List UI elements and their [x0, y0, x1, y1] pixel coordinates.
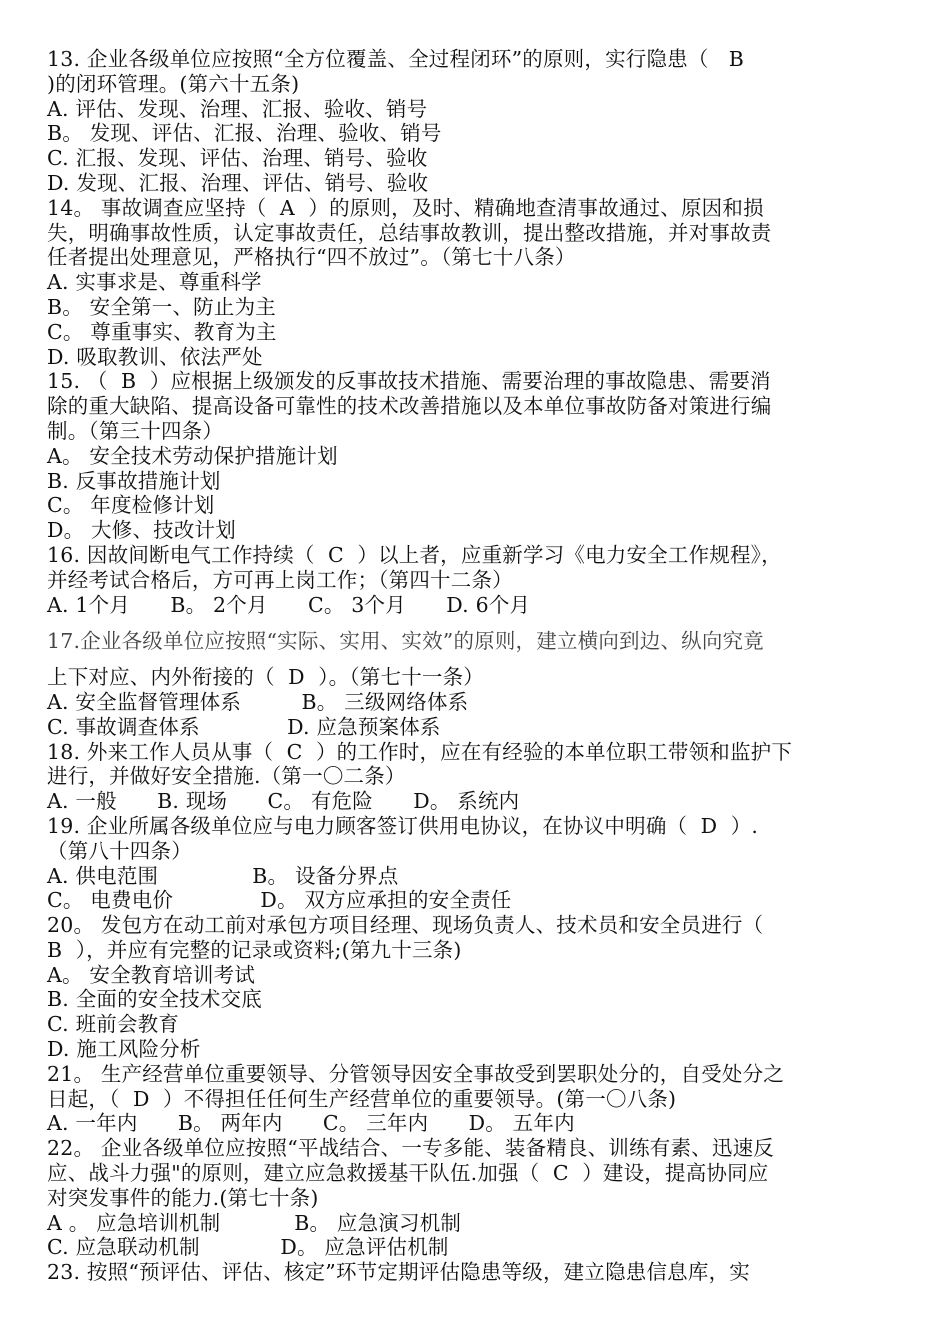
- q14-option-b: B。 安全第一、防止为主: [47, 294, 276, 319]
- q20-option-a: A。 安全教育培训考试: [47, 962, 256, 987]
- q19-line-1: 19. 企业所属各级单位应与电力顾客签订供用电协议，在协议中明确（ D ）.: [47, 813, 759, 838]
- q17-line-2: 上下对应、内外衔接的（ D ）。（第七十一条）: [47, 665, 485, 690]
- q21-options: A. 一年内 B。 两年内 C。 三年内 D。 五年内: [47, 1111, 575, 1136]
- q17-line-1: 17.企业各级单位应按照“实际、实用、实效”的原则，建立横向到边、纵向究竟: [47, 629, 764, 654]
- q21-line-1: 21。 生产经营单位重要领导、分管领导因安全事故受到罢职处分的，自受处分之: [47, 1061, 784, 1086]
- q15-option-d: D。 大修、技改计划: [47, 518, 236, 543]
- q13-option-d: D. 发现、汇报、治理、评估、销号、验收: [47, 170, 429, 195]
- q17-options-cd: C. 事故调查体系 D. 应急预案体系: [47, 714, 441, 739]
- q14-option-d: D. 吸取教训、依法严处: [47, 344, 263, 369]
- q17-options-ab: A. 安全监督管理体系 B。 三级网络体系: [47, 689, 469, 714]
- q14-option-c: C。 尊重事实、教育为主: [47, 319, 277, 344]
- q18-line-1: 18. 外来工作人员从事（ C ）的工作时，应在有经验的本单位职工带领和监护下: [47, 739, 793, 764]
- q22-options-ab: A 。 应急培训机制 B。 应急演习机制: [47, 1210, 462, 1235]
- q16-options: A. 1个月 B。 2个月 C。 3个月 D. 6个月: [47, 592, 531, 617]
- q21-line-2: 日起，（ D ）不得担任任何生产经营单位的重要领导。(第一〇八条): [47, 1086, 677, 1111]
- q20-option-d: D. 施工风险分析: [47, 1037, 201, 1062]
- q14-line-3: 任者提出处理意见，严格执行“四不放过”。（第七十八条）: [47, 245, 576, 270]
- q15-line-2: 除的重大缺陷、提高设备可靠性的技术改善措施以及本单位事故防备对策进行编: [47, 394, 772, 419]
- q23-line-1: 23. 按照“预评估、评估、核定”环节定期评估隐患等级，建立隐患信息库，实: [47, 1260, 750, 1285]
- q22-line-3: 对突发事件的能力.(第七十条): [47, 1185, 319, 1210]
- q20-option-c: C. 班前会教育: [47, 1012, 180, 1037]
- q13-option-b: B。 发现、评估、汇报、治理、验收、销号: [47, 121, 442, 146]
- q14-line-1: 14。 事故调查应坚持（ A ）的原则，及时、精确地查清事故通过、原因和损: [47, 195, 764, 220]
- q20-option-b: B. 全面的安全技术交底: [47, 987, 262, 1012]
- q16-line-1: 16. 因故间断电气工作持续（ C ）以上者，应重新学习《电力安全工作规程》，: [47, 542, 782, 567]
- q18-line-2: 进行，并做好安全措施.（第一〇二条）: [47, 764, 406, 789]
- q15-option-a: A。 安全技术劳动保护措施计划: [47, 443, 338, 468]
- q14-option-a: A. 实事求是、尊重科学: [47, 270, 262, 295]
- q22-line-1: 22。 企业各级单位应按照“平战结合、一专多能、装备精良、训练有素、迅速反: [47, 1136, 774, 1161]
- q20-line-2: B ），并应有完整的记录或资料;(第九十三条): [47, 937, 462, 962]
- q18-options: A. 一般 B. 现场 C。 有危险 D。 系统内: [47, 789, 520, 814]
- q16-line-2: 并经考试合格后，方可再上岗工作；（第四十二条）: [47, 567, 513, 592]
- q13-option-a: A. 评估、发现、治理、汇报、验收、销号: [47, 96, 428, 121]
- q19-line-2: （第八十四条）: [47, 838, 192, 863]
- q14-line-2: 失，明确事故性质，认定事故责任，总结事故教训，提出整改措施，并对事故责: [47, 220, 772, 245]
- q13-option-c: C. 汇报、发现、评估、治理、销号、验收: [47, 146, 428, 171]
- q15-line-3: 制。（第三十四条）: [47, 418, 224, 443]
- q13-line-2: )的闭环管理。(第六十五条): [47, 71, 300, 96]
- q22-line-2: 应、战斗力强"的原则，建立应急救援基干队伍.加强（ C ）建设，提高协同应: [47, 1161, 769, 1186]
- q13-line-1: 13. 企业各级单位应按照“全方位覆盖、全过程闭环”的原则，实行隐患（ B: [47, 47, 744, 71]
- q22-options-cd: C. 应急联动机制 D。 应急评估机制: [47, 1235, 449, 1260]
- q20-line-1: 20。 发包方在动工前对承包方项目经理、现场负责人、技术员和安全员进行（: [47, 913, 764, 938]
- q15-line-1: 15. （ B ）应根据上级颁发的反事故技术措施、需要治理的事故隐患、需要消: [47, 369, 771, 394]
- q19-options-ab: A. 供电范围 B。 设备分界点: [47, 863, 399, 888]
- q15-option-c: C。 年度检修计划: [47, 493, 215, 518]
- q15-option-b: B. 反事故措施计划: [47, 468, 221, 493]
- q19-options-cd: C。 电费电价 D。 双方应承担的安全责任: [47, 888, 512, 913]
